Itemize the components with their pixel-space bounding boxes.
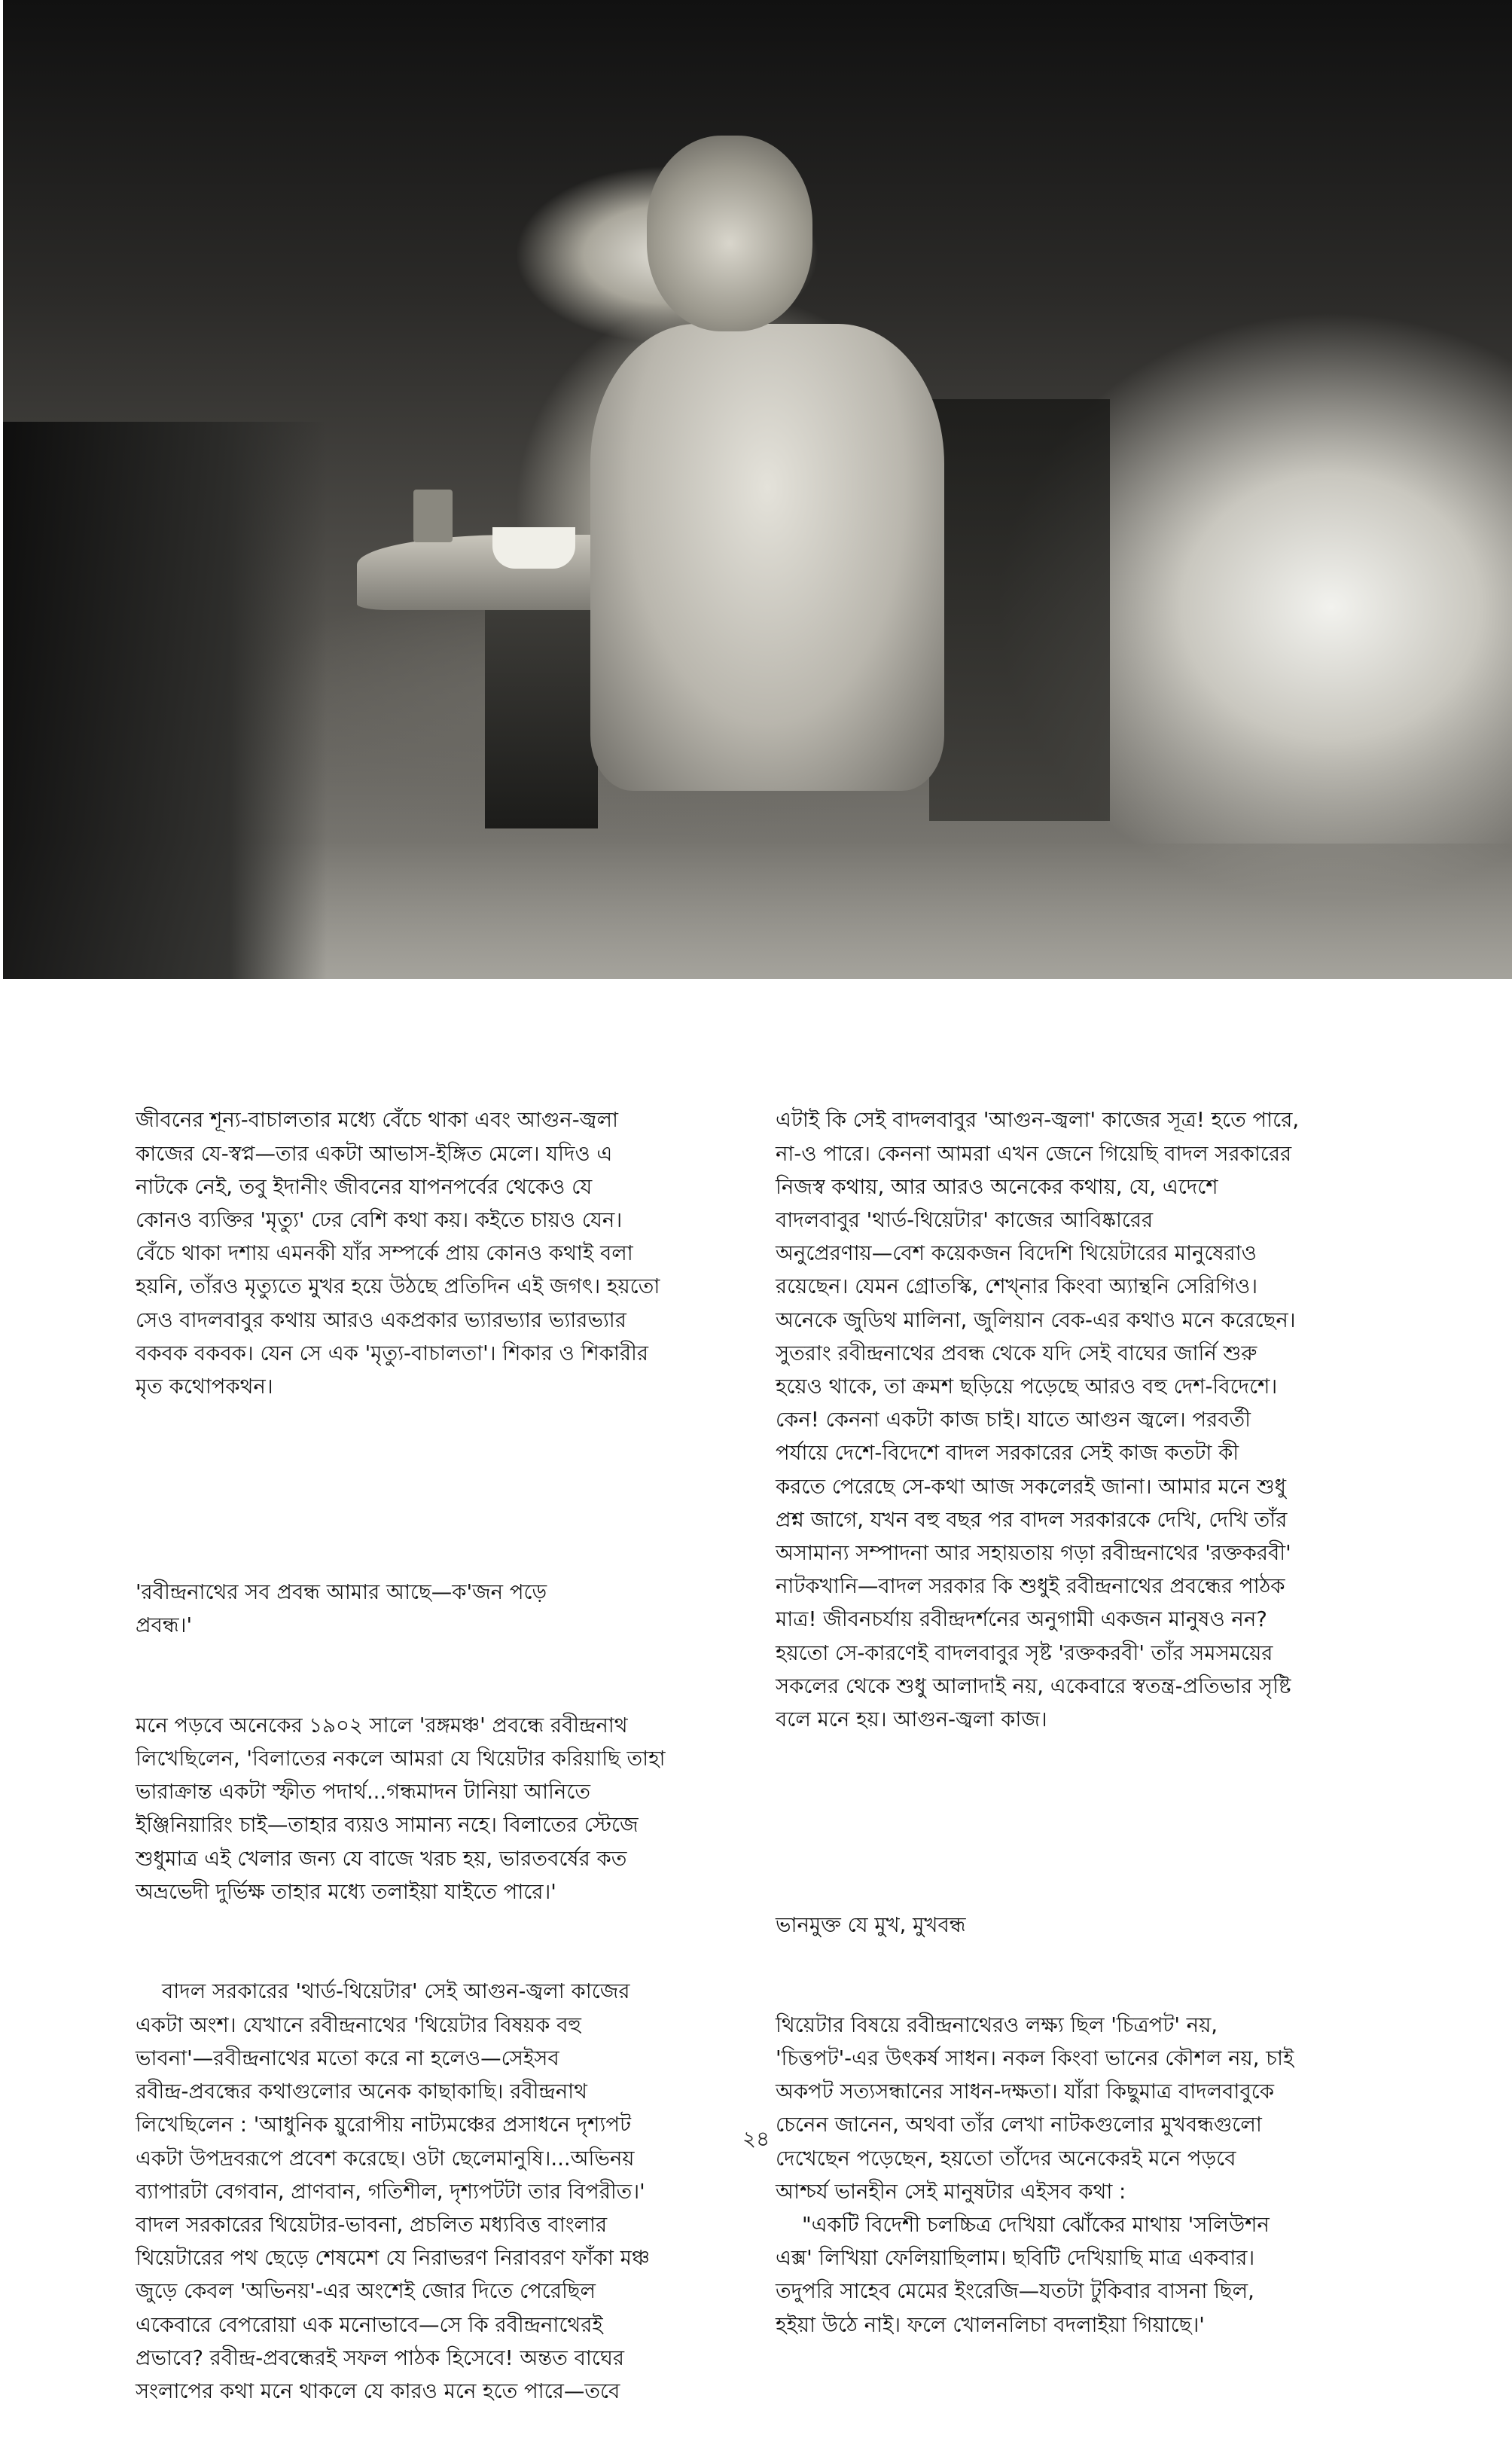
section-heading: ভানমুক্ত যে মুখ, মুখবন্ধ	[776, 1913, 966, 1938]
paragraph: এটাই কি সেই বাদলবাবুর 'আগুন-জ্বলা' কাজের সূত্র! হতে পারে, না-ও পারে। কেননা আমরা এখন জেনে গিয়েছি বাদল সরকারের নিজস্ব কথায়, আর আরও অনেকের কথায়, যে, এদেশে বাদলবাবুর 'থার্ড-থিয়েটার' কাজের আবিষ্কারের অনুপ্রেরণায়—বেশ কয়েকজন বিদেশি থিয়েটারের মানুষেরাও রয়েছেন। যেমন গ্রোতস্কি, শেখ্‌নার কিংবা অ্যান্থনি সেরিগিও। অনেকে জুডিথ মালিনা, জুলিয়ান বেক-এর কথাও মনে করেছেন। সুতরাং রবীন্দ্রনাথের প্রবন্ধ থেকে যদি সেই বাঘের জার্নি শুরু হয়েও থাকে, তা ক্রমশ ছড়িয়ে পড়েছে আরও বহু দেশ-বিদেশে। কেন! কেননা একটা কাজ চাই। যাতে আগুন জ্বলে। পরবর্তী পর্যায়ে দেশে-বিদেশে বাদল সরকারের সেই কাজ কতটা কী করতে পেরেছে সে-কথা আজ সকলেরই জানা। আমার মনে শুধু প্রশ্ন জাগে, যখন বহু বছর পর বাদল সরকারকে দেখি, দেখি তাঁর অসামান্য সম্পাদনা আর সহায়তায় গড়া রবীন্দ্রনাথের 'রক্তকরবী' নাটকখানি—বাদল সরকার কি শুধুই রবীন্দ্রনাথের প্রবন্ধের পাঠক মাত্র! জীবনচর্যায় রবীন্দ্রদর্শনের অনুগামী একজন মানুষও নন? হয়তো সে-কারণেই বাদলবাবুর সৃষ্ট 'রক্তকরবী' তাঁর সমসময়ের সকলের থেকে শুধু আলাদাই নয়, একেবারে স্বতন্ত্র-প্রতিভার সৃষ্টি বলে মনে হয়। আগুন-জ্বলা কাজ।	[776, 1108, 1300, 1732]
photo-cup	[492, 527, 575, 569]
section-heading: 'রবীন্দ্রনাথের সব প্রবন্ধ আমার আছে—ক'জন পড়ে প্রবন্ধ।'	[136, 1580, 547, 1638]
photo-table-leg	[485, 603, 598, 828]
article-column-left	[136, 1037, 783, 2441]
photo-mug	[413, 490, 453, 542]
paragraph: জীবনের শূন্য-বাচালতার মধ্যে বেঁচে থাকা এবং আগুন-জ্বলা কাজের যে-স্বপ্ন—তার একটা আভাস-ইঙ্গিত মেলে। যদিও এ নাটকে নেই, তবু ইদানীং জীবনের যাপনপর্বের থেকেও যে কোনও ব্যক্তির 'মৃত্যু' ঢের বেশি কথা কয়। কইতে চায়ও যেন। বেঁচে থাকা দশায় এমনকী যাঁর সম্পর্কে প্রায় কোনও কথাই বলা হয়নি, তাঁরও মৃত্যুতে মুখর হয়ে উঠছে প্রতিদিন এই জগৎ। হয়তো সেও বাদলবাবুর কথায় আরও একপ্রকার ভ্যারভ্যার ভ্যারভ্যার বকবক বকবক। যেন সে এক 'মৃত্যু-বাচালতা'। শিকার ও শিকারীর মৃত কথোপকথন।	[136, 1108, 660, 1399]
paragraph: বাদল সরকারের 'থার্ড-থিয়েটার' সেই আগুন-জ্বলা কাজের একটা অংশ। যেখানে রবীন্দ্রনাথের 'থিয়েটার বিষয়ক বহু ভাবনা'—রবীন্দ্রনাথের মতো করে না হলেও—সেইসব রবীন্দ্র-প্রবন্ধের কথাগুলোর অনেক কাছাকাছি। রবীন্দ্রনাথ লিখেছিলেন : 'আধুনিক য়ুরোপীয় নাট্যমঞ্চের প্রসাধনে দৃশ্যপট একটা উপদ্রবরূপে প্রবেশ করেছে। ওটা ছেলেমানুষি।...অভিনয় ব্যাপারটা বেগবান, প্রাণবান, গতিশীল, দৃশ্যপটটা তার বিপরীত।' বাদল সরকারের থিয়েটার-ভাবনা, প্রচলিত মধ্যবিত্ত বাংলার থিয়েটারের পথ ছেড়ে শেষমেশ যে নিরাভরণ নিরাবরণ ফাঁকা মঞ্চ জুড়ে কেবল 'অভিনয়'-এর অংশেই জোর দিতে পেরেছিল একেবারে বেপরোয়া এক মনোভাবে—সে কি রবীন্দ্রনাথেরই প্রভাবে? রবীন্দ্র-প্রবন্ধেরই সফল পাঠক হিসেবে! অন্তত বাঘের সংলাপের কথা মনে থাকলে যে কারও মনে হতে পারে—তবে	[136, 1979, 650, 2403]
photo-foreground-chair	[3, 422, 327, 979]
article-column-right	[776, 1037, 1423, 2375]
photo-man-head	[647, 136, 812, 331]
photo-chair	[929, 399, 1110, 821]
paragraph: থিয়েটার বিষয়ে রবীন্দ্রনাথেরও লক্ষ্য ছিল 'চিত্রপট' নয়, 'চিত্তপট'-এর উৎকর্ষ সাধন। নকল কিংবা ভানের কৌশল নয়, চাই অকপট সত্যসন্ধানের সাধন-দক্ষতা। যাঁরা কিছুমাত্র বাদলবাবুকে চেনেন জানেন, অথবা তাঁর লেখা নাটকগুলোর মুখবন্ধগুলো দেখেছেন পড়েছেন, হয়তো তাঁদের অনেকেরই মনে পড়বে আশ্চর্য ভানহীন সেই মানুষটার এইসব কথা : "একটি বিদেশী চলচ্চিত্র দেখিয়া ঝোঁকের মাথায় 'সলিউশন এক্স' লিখিয়া ফেলিয়াছিলাম। ছবিটি দেখিয়াছি মাত্র একবার। তদুপরি সাহেব মেমের ইংরেজি—যতটা টুকিবার বাসনা ছিল, হইয়া উঠে নাই। ফলে খোলনলিচা বদলাইয়া গিয়াছে।'	[776, 2012, 1294, 2337]
page-number: ২৪	[742, 2126, 770, 2151]
portrait-photo	[3, 0, 1512, 979]
photo-seated-man	[590, 324, 944, 791]
paragraph: মনে পড়বে অনেকের ১৯০২ সালে 'রঙ্গমঞ্চ' প্রবন্ধে রবীন্দ্রনাথ লিখেছিলেন, 'বিলাতের নকলে আমরা যে থিয়েটার করিয়াছি তাহা ভারাক্রান্ত একটা স্ফীত পদার্থ...গন্ধমাদন টানিয়া আনিতে ইঞ্জিনিয়ারিং চাই—তাহার ব্যয়ও সামান্য নহে। বিলাতের স্টেজে শুধুমাত্র এই খেলার জন্য যে বাজে খরচ হয়, ভারতবর্ষের কত অভ্রভেদী দুর্ভিক্ষ তাহার মধ্যে তলাইয়া যাইতে পারে।'	[136, 1713, 666, 1904]
